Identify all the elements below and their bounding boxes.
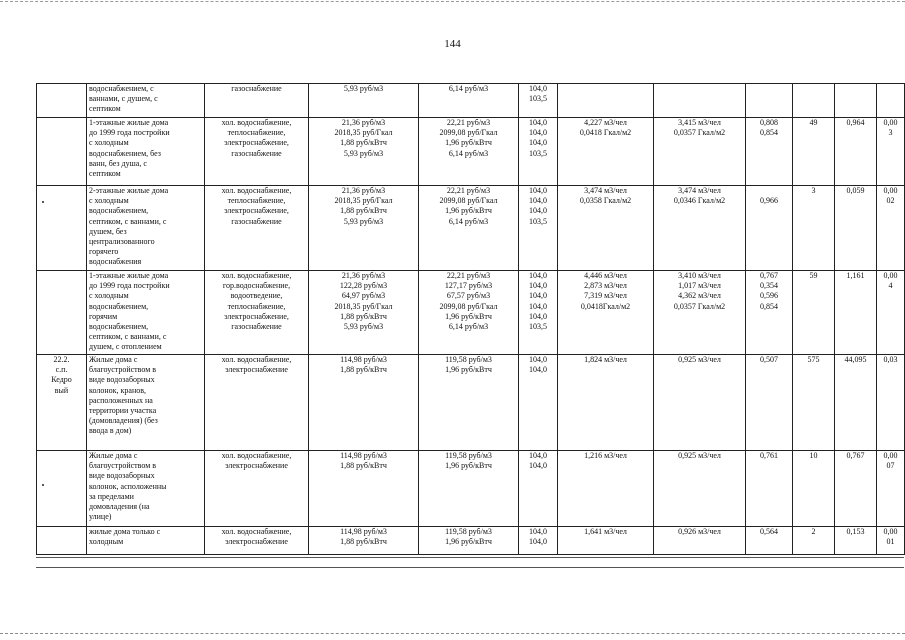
cell-coefficient <box>746 84 793 118</box>
cell-coefficient: 0,761 <box>746 451 793 527</box>
cell-norm-1: 3,474 м3/чел 0,0358 Гкал/м2 <box>558 186 654 271</box>
cell-share: 0,03 <box>877 355 905 451</box>
table-row <box>37 118 905 186</box>
cell-value: 44,095 <box>835 355 877 451</box>
cell-quantity: 49 <box>793 118 835 186</box>
cell-index: 104,0 104,0 104,0 103,5 <box>519 118 558 186</box>
table-row <box>37 84 905 118</box>
cell-tariff-2: 6,14 руб/м3 <box>419 84 519 118</box>
cell-tariff-1: 5,93 руб/м3 <box>309 84 419 118</box>
cell-description: водоснабжением, с ваннами, с душем, с септиком <box>87 84 205 118</box>
cell-share <box>877 84 905 118</box>
cell-index: 104,0 104,0 <box>519 451 558 527</box>
cell-share: 0,00 4 <box>877 271 905 355</box>
cell-services: хол. водоснабжение, теплоснабжение, электроснабжение, газоснабжение <box>205 118 309 186</box>
cell-settlement: 22.2. с.п. Кедро вый <box>37 355 87 451</box>
cell-coefficient: 0,507 <box>746 355 793 451</box>
cell-settlement <box>37 527 87 555</box>
cell-settlement <box>37 186 87 271</box>
cell-coefficient: 0,564 <box>746 527 793 555</box>
margin-mark <box>42 201 44 203</box>
cell-norm-2 <box>654 84 746 118</box>
cell-value: 0,153 <box>835 527 877 555</box>
cell-tariff-2: 22,21 руб/м3 127,17 руб/м3 67,57 руб/м3 2099,08 руб/Гкал 1,96 руб/кВтч 6,14 руб/м3 <box>419 271 519 355</box>
cell-tariff-1: 21,36 руб/м3 2018,35 руб/Гкал 1,88 руб/кВтч 5,93 руб/м3 <box>309 186 419 271</box>
table-row <box>37 271 905 355</box>
cell-services: хол. водоснабжение, гор.водоснабжение, водоотведение, теплоснабжение, электроснабжение, газоснабжение <box>205 271 309 355</box>
cell-quantity: 3 <box>793 186 835 271</box>
cell-coefficient: 0,767 0,354 0,596 0,854 <box>746 271 793 355</box>
cell-description: Жилые дома с благоустройством в виде водозаборных колонок, кранов, расположенных на территории участка (домовладения) (без ввода в дом) <box>87 355 205 451</box>
cell-services: хол. водоснабжение, электроснабжение <box>205 527 309 555</box>
cell-norm-2: 3,410 м3/чел 1,017 м3/чел 4,362 м3/чел 0,0357 Гкал/м2 <box>654 271 746 355</box>
cell-quantity: 2 <box>793 527 835 555</box>
table-row <box>37 355 905 451</box>
cell-tariff-1: 114,98 руб/м3 1,88 руб/кВтч <box>309 355 419 451</box>
table-bottom-rule <box>36 567 904 568</box>
cell-share: 0,00 01 <box>877 527 905 555</box>
cell-services: газоснабжение <box>205 84 309 118</box>
cell-share: 0,00 07 <box>877 451 905 527</box>
cell-tariff-1: 114,98 руб/м3 1,88 руб/кВтч <box>309 527 419 555</box>
cell-norm-1: 1,824 м3/чел <box>558 355 654 451</box>
cell-tariff-2: 22,21 руб/м3 2099,08 руб/Гкал 1,96 руб/кВтч 6,14 руб/м3 <box>419 186 519 271</box>
scan-top-edge <box>0 1 905 2</box>
cell-tariff-2: 119,58 руб/м3 1,96 руб/кВтч <box>419 355 519 451</box>
cell-norm-2: 0,925 м3/чел <box>654 355 746 451</box>
cell-value: 0,059 <box>835 186 877 271</box>
cell-index: 104,0 104,0 <box>519 527 558 555</box>
cell-settlement <box>37 271 87 355</box>
scan-bottom-edge <box>0 633 905 634</box>
tariff-table <box>36 83 905 555</box>
cell-description: Жилые дома с благоустройством в виде водозаборных колонок, асположенны за пределами домовладения (на улице) <box>87 451 205 527</box>
cell-index: 104,0 104,0 104,0 104,0 104,0 103,5 <box>519 271 558 355</box>
cell-value <box>835 84 877 118</box>
cell-coefficient: 0,808 0,854 <box>746 118 793 186</box>
cell-index: 104,0 104,0 <box>519 355 558 451</box>
cell-description: 1-этажные жилые дома до 1999 года постройки с холодным водоснабжением, горячим водоснабжением, септиком, с ваннами, с душем, с отоплением <box>87 271 205 355</box>
cell-quantity: 59 <box>793 271 835 355</box>
cell-value: 1,161 <box>835 271 877 355</box>
cell-description: 2-этажные жилые дома с холодным водоснабжением, септиком, с ваннами, с душем, без централизованного горячего водоснабжения <box>87 186 205 271</box>
cell-settlement <box>37 118 87 186</box>
cell-settlement <box>37 451 87 527</box>
margin-mark <box>42 484 44 486</box>
cell-tariff-1: 21,36 руб/м3 2018,35 руб/Гкал 1,88 руб/кВтч 5,93 руб/м3 <box>309 118 419 186</box>
table-bottom-rule <box>36 557 904 558</box>
cell-quantity: 575 <box>793 355 835 451</box>
cell-norm-2: 0,925 м3/чел <box>654 451 746 527</box>
table-body <box>37 84 905 555</box>
table-row <box>37 451 905 527</box>
cell-norm-2: 0,926 м3/чел <box>654 527 746 555</box>
cell-index: 104,0 104,0 104,0 103,5 <box>519 186 558 271</box>
cell-index: 104,0 103,5 <box>519 84 558 118</box>
table-row <box>37 186 905 271</box>
cell-settlement <box>37 84 87 118</box>
cell-description: жилые дома только с холодным <box>87 527 205 555</box>
cell-tariff-1: 21,36 руб/м3 122,28 руб/м3 64,97 руб/м3 2018,35 руб/Гкал 1,88 руб/кВтч 5,93 руб/м3 <box>309 271 419 355</box>
cell-value: 0,964 <box>835 118 877 186</box>
cell-norm-2: 3,474 м3/чел 0,0346 Гкал/м2 <box>654 186 746 271</box>
cell-norm-1: 4,227 м3/чел 0,0418 Гкал/м2 <box>558 118 654 186</box>
cell-share: 0,00 3 <box>877 118 905 186</box>
cell-value: 0,767 <box>835 451 877 527</box>
cell-description: 1-этажные жилые дома до 1999 года постройки с холодным водоснабжением, без ванн, без душа, с септиком <box>87 118 205 186</box>
cell-services: хол. водоснабжение, электроснабжение <box>205 451 309 527</box>
cell-quantity: 10 <box>793 451 835 527</box>
cell-services: хол. водоснабжение, теплоснабжение, электроснабжение, газоснабжение <box>205 186 309 271</box>
page-number: 144 <box>444 38 461 50</box>
cell-tariff-2: 119,58 руб/м3 1,96 руб/кВтч <box>419 527 519 555</box>
cell-quantity <box>793 84 835 118</box>
cell-tariff-2: 119,58 руб/м3 1,96 руб/кВтч <box>419 451 519 527</box>
cell-norm-1: 4,446 м3/чел 2,873 м3/чел 7,319 м3/чел 0,0418Гкал/м2 <box>558 271 654 355</box>
cell-share: 0,00 02 <box>877 186 905 271</box>
cell-coefficient: 0,966 <box>746 186 793 271</box>
cell-norm-1: 1,641 м3/чел <box>558 527 654 555</box>
cell-tariff-1: 114,98 руб/м3 1,88 руб/кВтч <box>309 451 419 527</box>
cell-tariff-2: 22,21 руб/м3 2099,08 руб/Гкал 1,96 руб/кВтч 6,14 руб/м3 <box>419 118 519 186</box>
cell-norm-2: 3,415 м3/чел 0,0357 Гкал/м2 <box>654 118 746 186</box>
cell-norm-1: 1,216 м3/чел <box>558 451 654 527</box>
table-row <box>37 527 905 555</box>
cell-norm-1 <box>558 84 654 118</box>
cell-services: хол. водоснабжение, электроснабжение <box>205 355 309 451</box>
